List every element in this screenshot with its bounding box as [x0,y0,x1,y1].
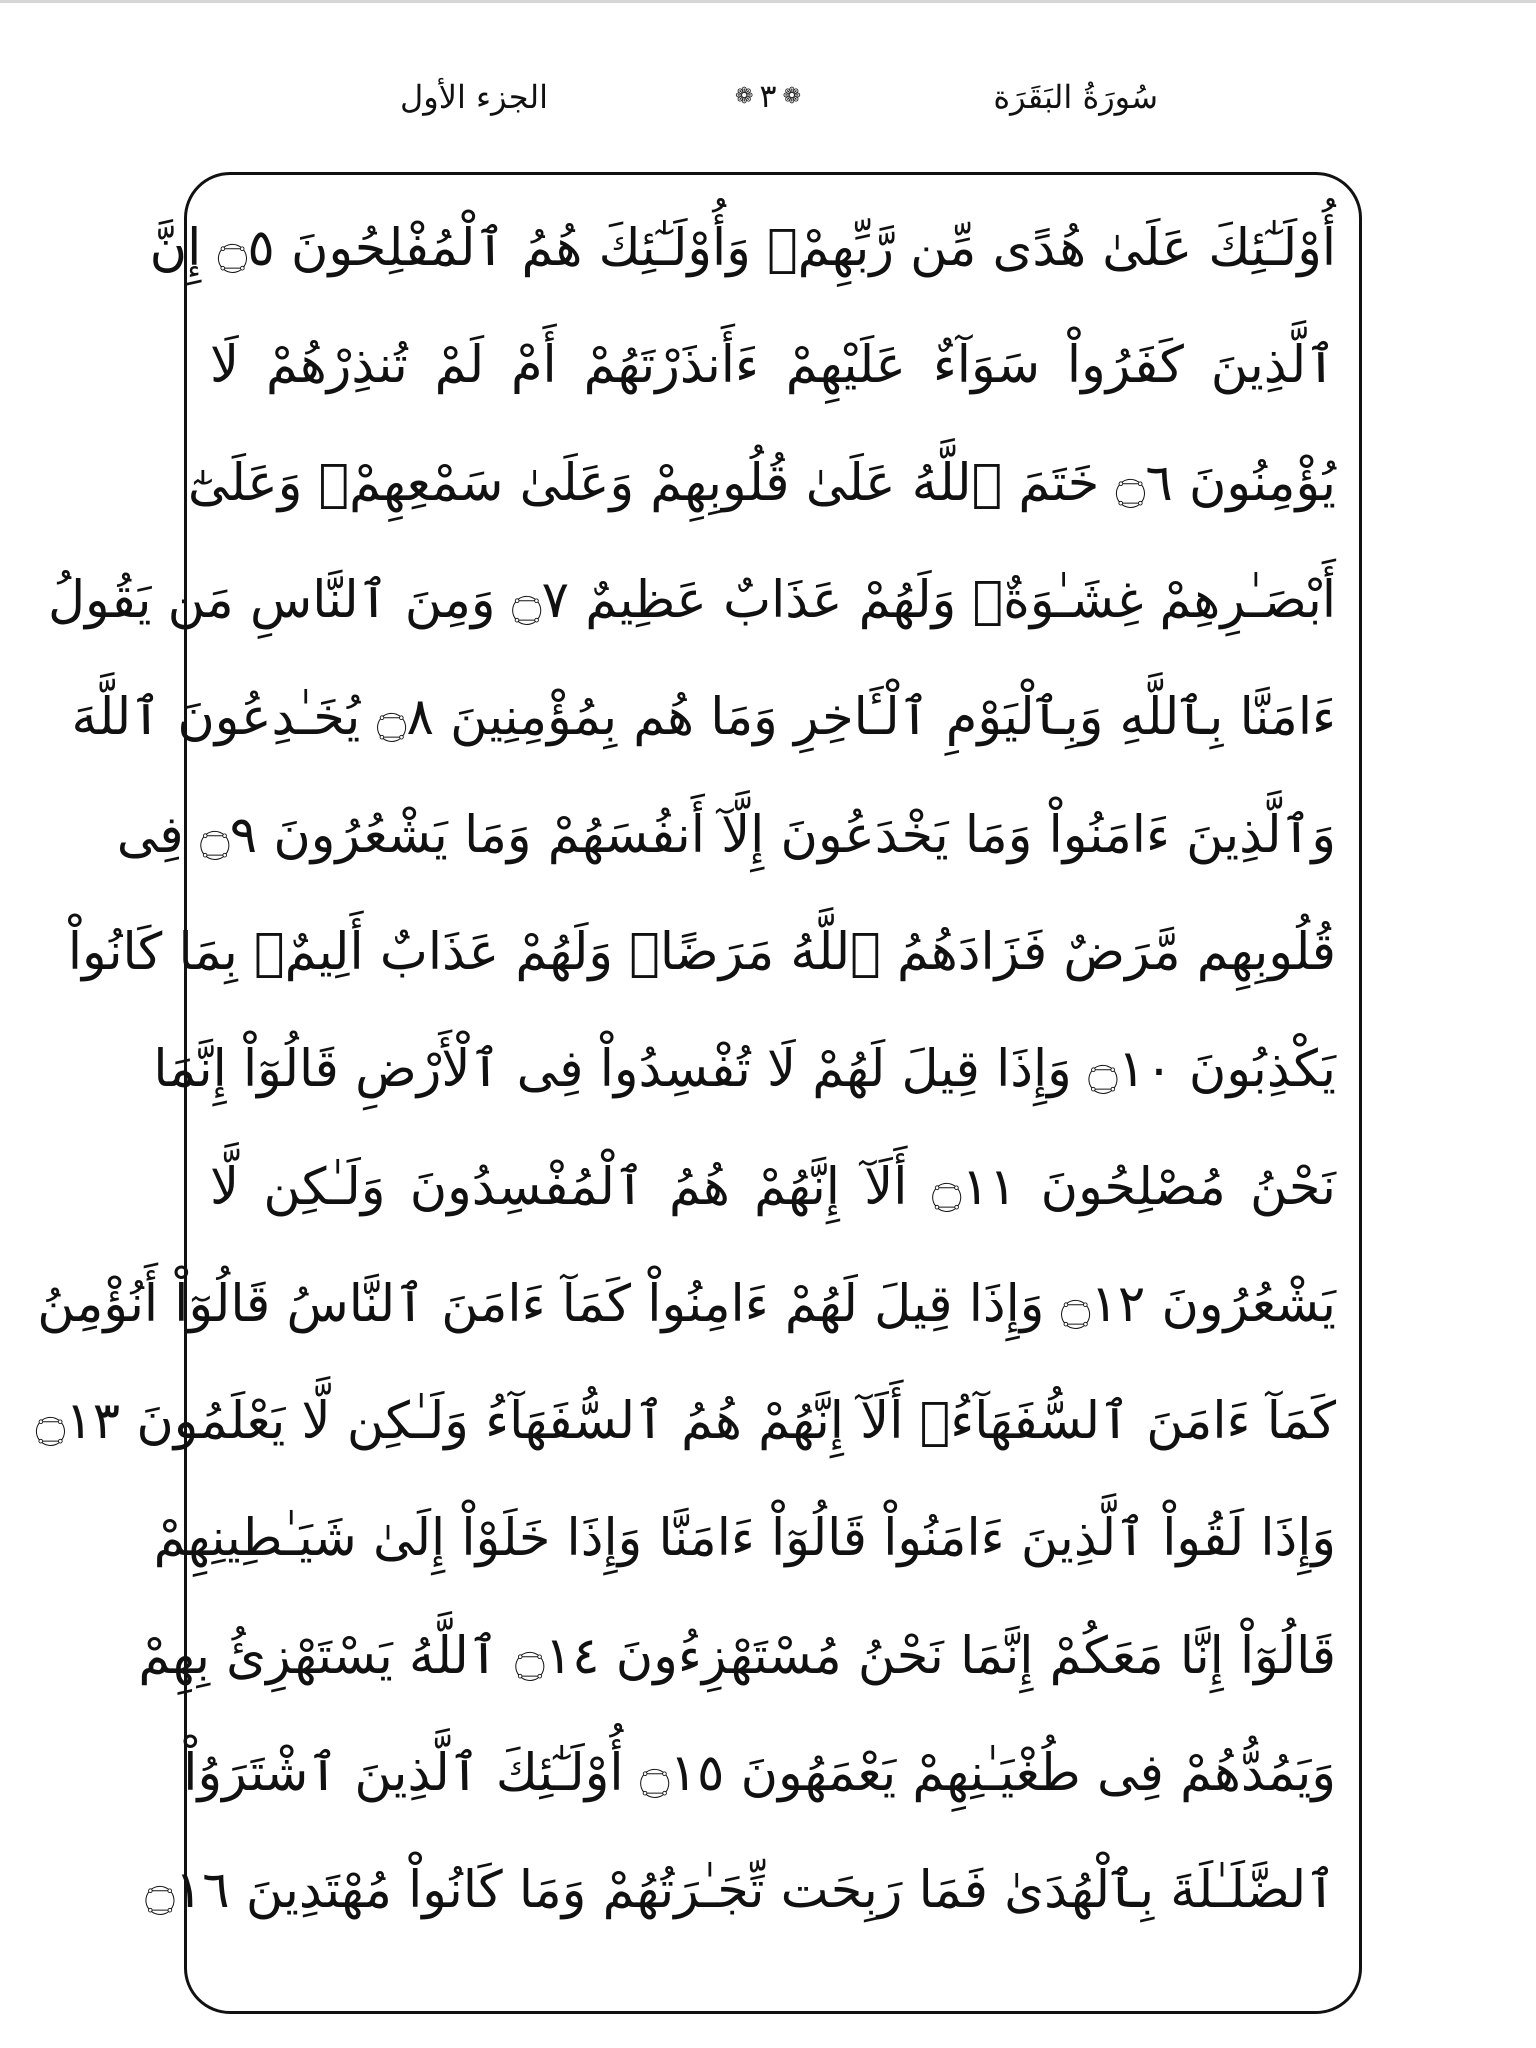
line-text: يَكْذِبُونَ ۝١٠ وَإِذَا قِيلَ لَهُمْ لَا تُفْسِدُواْ فِى ٱلْأَرْضِ قَالُوٓاْ إِنَّمَا [153,1040,1336,1100]
text-line [210,1128,1336,1245]
text-line [48,542,1336,659]
line-text: ٱلضَّلَـٰلَةَ بِٱلْهُدَىٰ فَمَا رَبِحَت تِّجَـٰرَتُهُمْ وَمَا كَانُواْ مُهْتَدِينَ ۝١٦ [145,1861,1336,1921]
verse-lines [35,190,1336,1949]
line-text: ءَامَنَّا بِٱللَّهِ وَبِٱلْيَوْمِ ٱلْـَٔاخِرِ وَمَا هُم بِمُؤْمِنِينَ ۝٨ يُخَـٰدِعُونَ ٱللَّهَ [71,688,1336,748]
text-line [153,1011,1336,1128]
ornament-right-icon: ❁ [782,83,802,109]
line-text: وَٱلَّذِينَ ءَامَنُواْ وَمَا يَخْدَعُونَ إِلَّآ أَنفُسَهُمْ وَمَا يَشْعُرُونَ ۝٩ فِى [116,805,1336,865]
juz-title: الجزء الأول [400,78,549,116]
text-line [210,307,1336,424]
line-text: أَبْصَـٰرِهِمْ غِشَـٰوَةٌۖ وَلَهُمْ عَذَابٌ عَظِيمٌ ۝٧ وَمِنَ ٱلنَّاسِ مَن يَقُولُ [48,571,1336,631]
text-line [67,894,1336,1011]
line-text: نَحْنُ مُصْلِحُونَ ۝١١ أَلَآ إِنَّهُمْ هُمُ ٱلْمُفْسِدُونَ وَلَـٰكِن لَّا [210,1157,1336,1217]
line-text: وَيَمُدُّهُمْ فِى طُغْيَـٰنِهِمْ يَعْمَهُونَ ۝١٥ أُوْلَـٰٓئِكَ ٱلَّذِينَ ٱشْتَرَوُاْ [183,1744,1336,1803]
text-line [149,190,1336,307]
line-text: قَالُوٓاْ إِنَّا مَعَكُمْ إِنَّمَا نَحْنُ مُسْتَهْزِءُونَ ۝١٤ ٱللَّهُ يَسْتَهْزِئُ بِهِمْ [138,1626,1336,1686]
line-text: ٱلَّذِينَ كَفَرُواْ سَوَآءٌ عَلَيْهِمْ ءَأَنذَرْتَهُمْ أَمْ لَمْ تُنذِرْهُمْ لَا [210,336,1336,396]
text-line [71,659,1336,776]
page-number-ornament [710,68,826,124]
text-line [35,1363,1336,1480]
line-text: أُوْلَـٰٓئِكَ عَلَىٰ هُدًى مِّن رَّبِّهِمْۖ وَأُوْلَـٰٓئِكَ هُمُ ٱلْمُفْلِحُونَ ۝٥ إِنَّ [149,219,1336,279]
text-line [37,1246,1336,1363]
text-line [145,1832,1336,1949]
surah-title: سُورَةُ البَقَرَة [993,78,1158,116]
page-number: ٣ [759,77,777,115]
line-text: يُؤْمِنُونَ ۝٦ خَتَمَ ٱللَّهُ عَلَىٰ قُلُوبِهِمْ وَعَلَىٰ سَمْعِهِمْۖ وَعَلَىٰٓ [187,453,1336,513]
text-line [138,1598,1336,1715]
text-line [153,1480,1336,1597]
top-border [0,0,1536,3]
line-text: يَشْعُرُونَ ۝١٢ وَإِذَا قِيلَ لَهُمْ ءَامِنُواْ كَمَآ ءَامَنَ ٱلنَّاسُ قَالُوٓاْ أَنُؤْمِنُ [37,1274,1336,1334]
text-line [187,425,1336,542]
line-text: وَإِذَا لَقُواْ ٱلَّذِينَ ءَامَنُواْ قَالُوٓاْ ءَامَنَّا وَإِذَا خَلَوْاْ إِلَىٰ شَيَـٰطِينِهِمْ [153,1509,1336,1569]
line-text: قُلُوبِهِم مَّرَضٌ فَزَادَهُمُ ٱللَّهُ مَرَضًاۖ وَلَهُمْ عَذَابٌ أَلِيمٌۢ بِمَا كَانُواْ [67,922,1336,982]
text-line [183,1715,1336,1832]
page-header [0,60,1536,150]
line-text: كَمَآ ءَامَنَ ٱلسُّفَهَآءُۗ أَلَآ إِنَّهُمْ هُمُ ٱلسُّفَهَآءُ وَلَـٰكِن لَّا يَعْلَمُونَ ۝١٣ [35,1392,1336,1452]
text-line [116,776,1336,893]
ornament-left-icon: ❁ [734,83,754,109]
